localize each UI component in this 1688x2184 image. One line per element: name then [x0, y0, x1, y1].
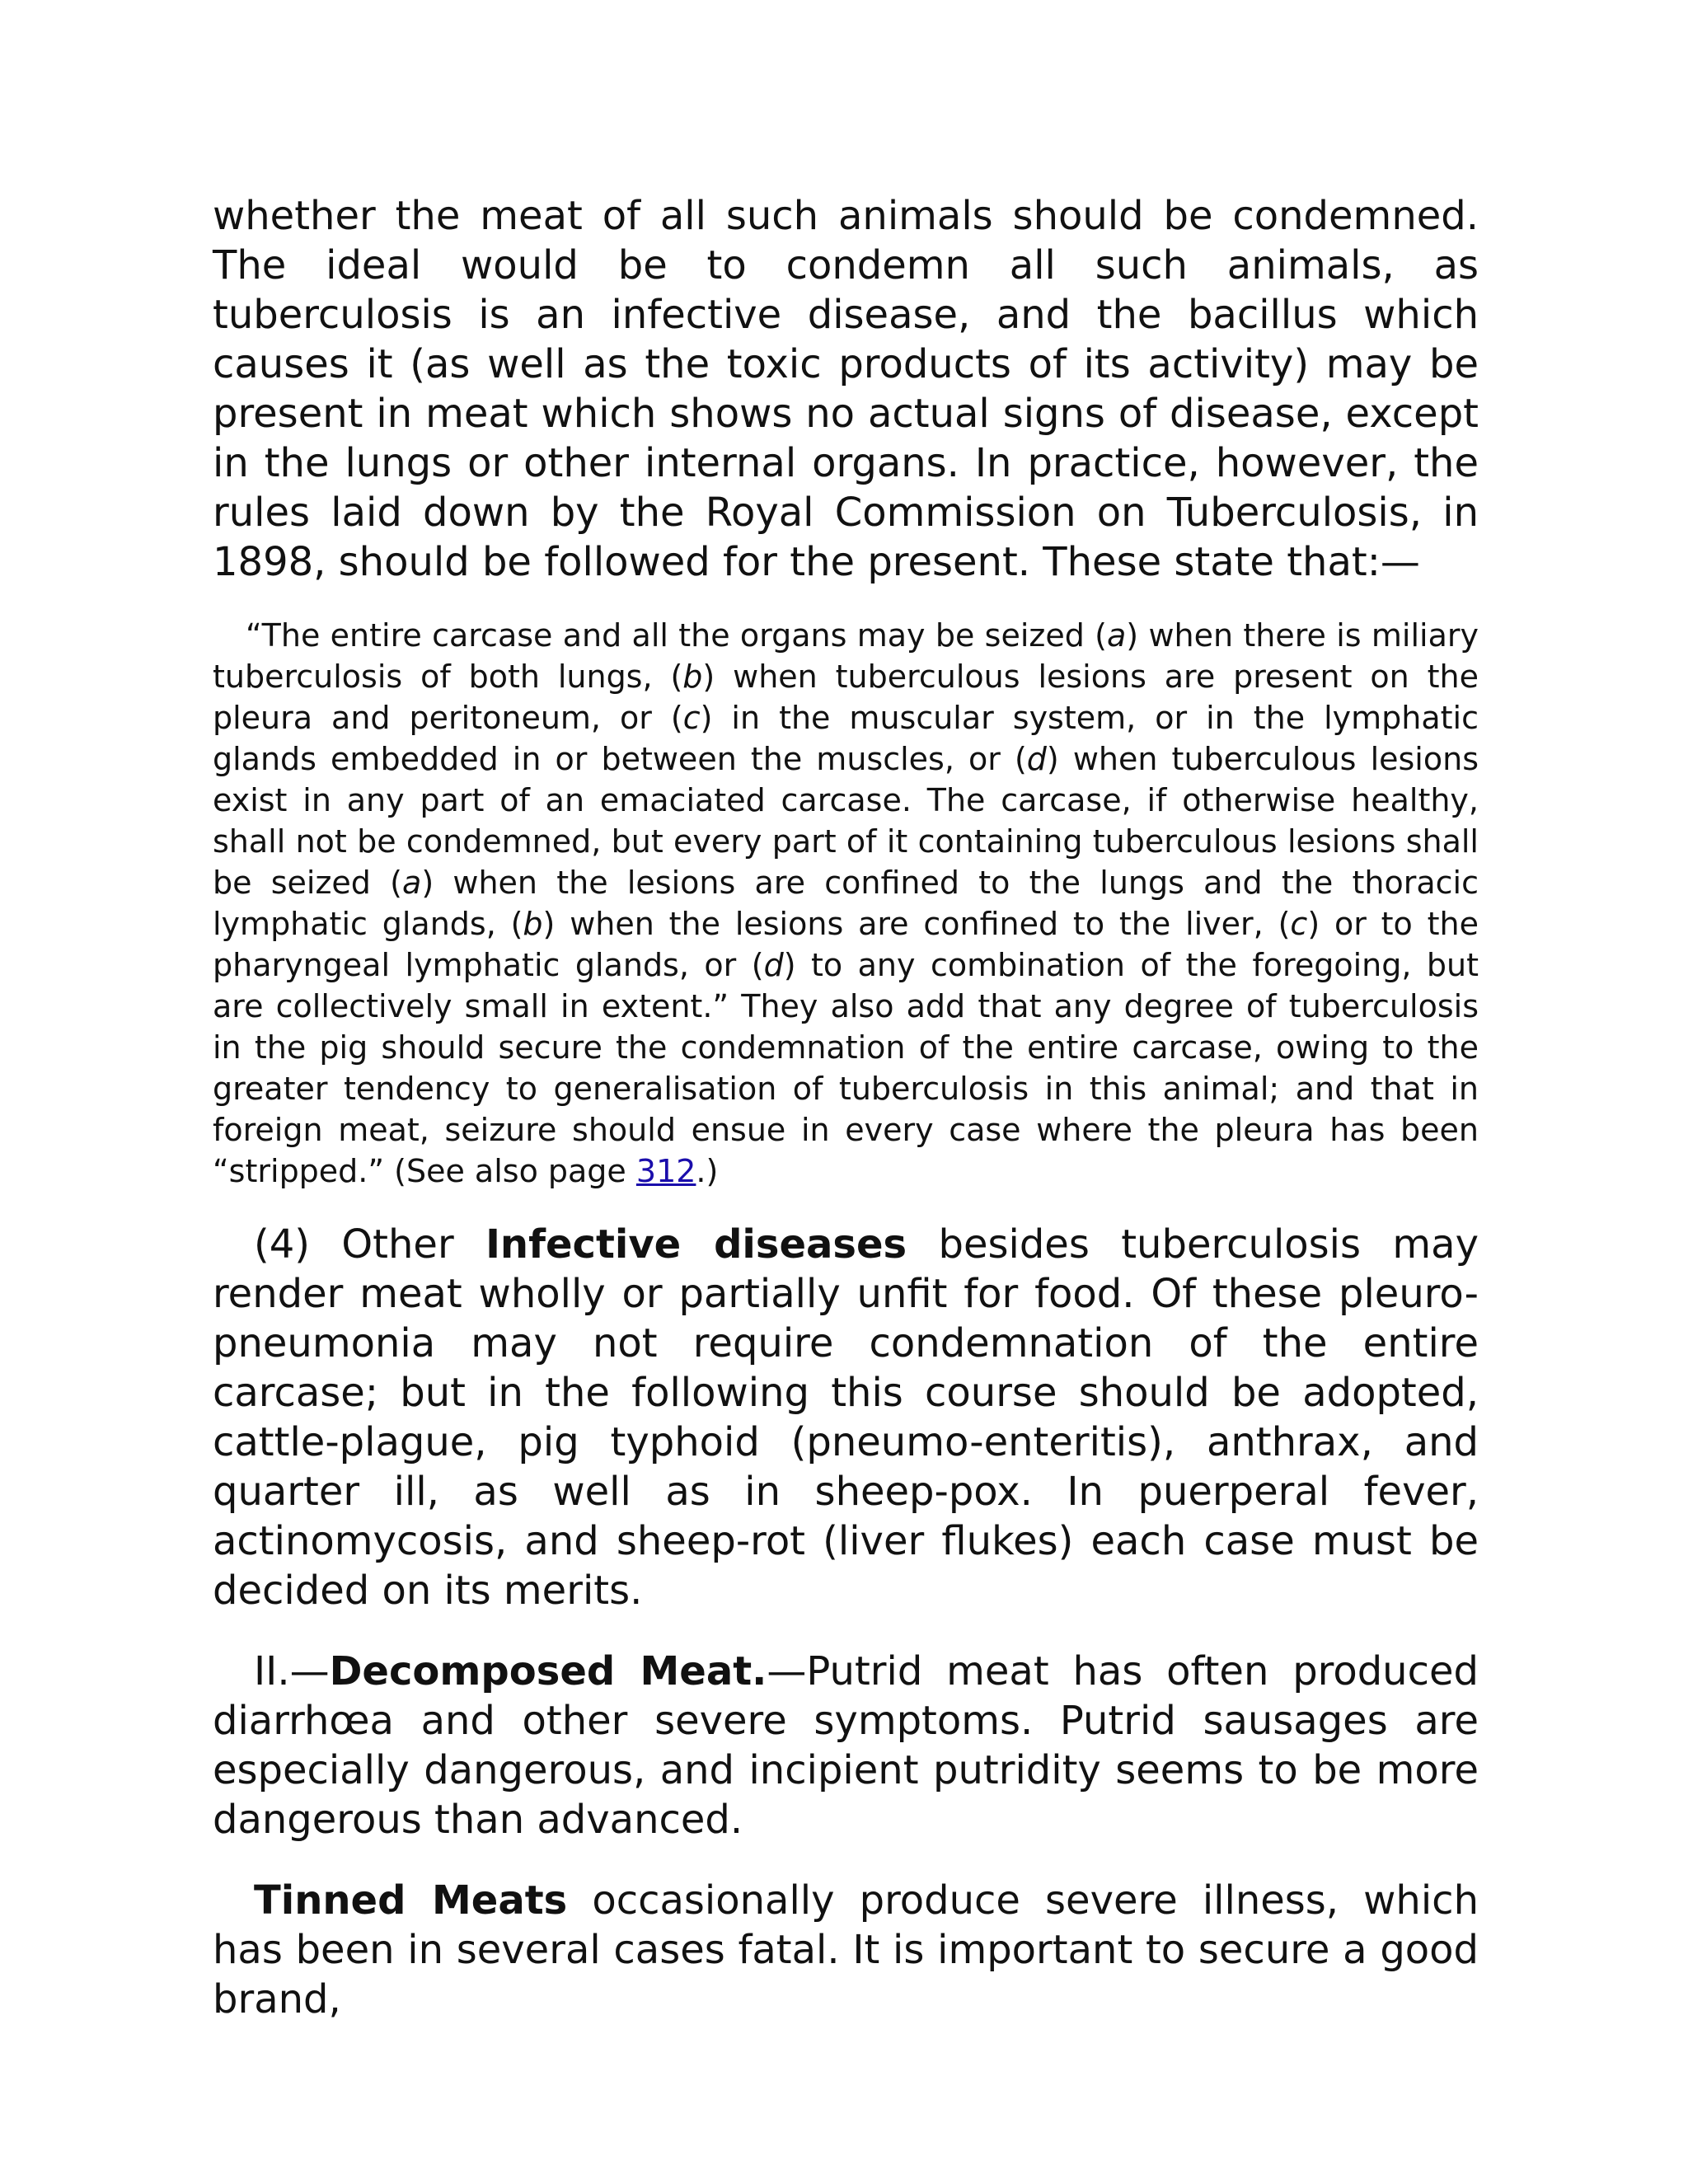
bold-term: Infective diseases	[485, 1221, 907, 1268]
quote-enum-d: d	[763, 947, 784, 983]
paragraph-infective-diseases	[213, 1220, 1479, 1615]
quote-enum-b: b	[682, 658, 703, 695]
paragraph-text: occasionally produce severe illness, which has been in several cases fatal. It is important to secure a good brand,	[213, 1877, 1479, 2022]
paragraph-tinned-meats	[213, 1876, 1479, 2024]
quote-text: ) when tuberculous lesions are present on the pleura and peritoneum, or (	[213, 658, 1479, 736]
quote-enum-a: a	[1107, 617, 1127, 654]
quote-text: ) in the muscular system, or in the lymphatic glands embedded in or between the muscles, or (	[213, 700, 1479, 777]
paragraph-text: whether the meat of all such animals should be condemned. The ideal would be to condemn all such animals, as tuberculosis is an infective disease, and the bacillus which causes it (as well as the toxic products of its activity) may be present in meat which shows no actual signs of disease, except in the lungs or other internal organs. In practice, however, the rules laid down by the Royal Commission on Tuberculosis, in 1898, should be followed for the present. These state that:—	[213, 193, 1479, 585]
paragraph-text: —Putrid meat has often produced diarrhœa and other severe symptoms. Putrid sausages are especially dangerous, and incipient putridity seems to be more dangerous than advanced.	[213, 1648, 1479, 1843]
page-body	[213, 191, 1479, 2024]
paragraph-tuberculosis-intro	[213, 191, 1479, 587]
quote-text: “The entire carcase and all the organs may be seized (	[246, 617, 1107, 654]
quote-text: ) or to the pharyngeal lymphatic glands, or (	[213, 906, 1479, 983]
paragraph-text: besides tuberculosis may render meat wholly or partially unfit for food. Of these pleuro-pneumonia may not require condemnation of the entire carcase; but in the following this course should be adopted, cattle-plague, pig typhoid (pneumo-enteritis), anthrax, and quarter ill, as well as in sheep-pox. In puerperal fever, actinomycosis, and sheep-rot (liver flukes) each case must be decided on its merits.	[213, 1221, 1479, 1614]
quote-text: ) when tuberculous lesions exist in any part of an emaciated carcase. The carcase, if otherwise healthy, shall not be condemned, but every part of it containing tuberculous lesions shall be seized (	[213, 741, 1479, 901]
quote-enum-c: c	[1290, 906, 1308, 942]
quote-text: ) when there is miliary tuberculosis of both lungs, (	[213, 617, 1479, 695]
section-heading: Decomposed Meat.	[329, 1648, 767, 1694]
quote-text: ) when the lesions are confined to the liver, (	[542, 906, 1291, 942]
quote-enum-a: a	[402, 865, 422, 901]
quote-enum-b: b	[523, 906, 543, 942]
quote-text: ) when the lesions are confined to the lungs and the thoracic lymphatic glands, (	[213, 865, 1479, 942]
quote-enum-c: c	[682, 700, 701, 736]
paragraph-decomposed-meat	[213, 1647, 1479, 1844]
bold-term: Tinned Meats	[254, 1877, 568, 1924]
page-reference-link[interactable]: 312	[635, 1153, 696, 1189]
quoted-commission-rules	[213, 615, 1479, 1192]
quote-enum-d: d	[1026, 741, 1047, 777]
quote-text: ) to any combination of the foregoing, but are collectively small in extent.” They also add that any degree of tuberculosis in the pig should secure the condemnation of the entire carcase, owing to the greater tendency to generalisation of tuberculosis in this animal; and that in foreign meat, seizure should ensue in every case where the pleura has been “stripped.” (See also page	[213, 947, 1479, 1189]
section-number: II.—	[254, 1648, 330, 1694]
paragraph-text: (4) Other	[254, 1221, 486, 1268]
quote-text: .)	[696, 1153, 719, 1189]
